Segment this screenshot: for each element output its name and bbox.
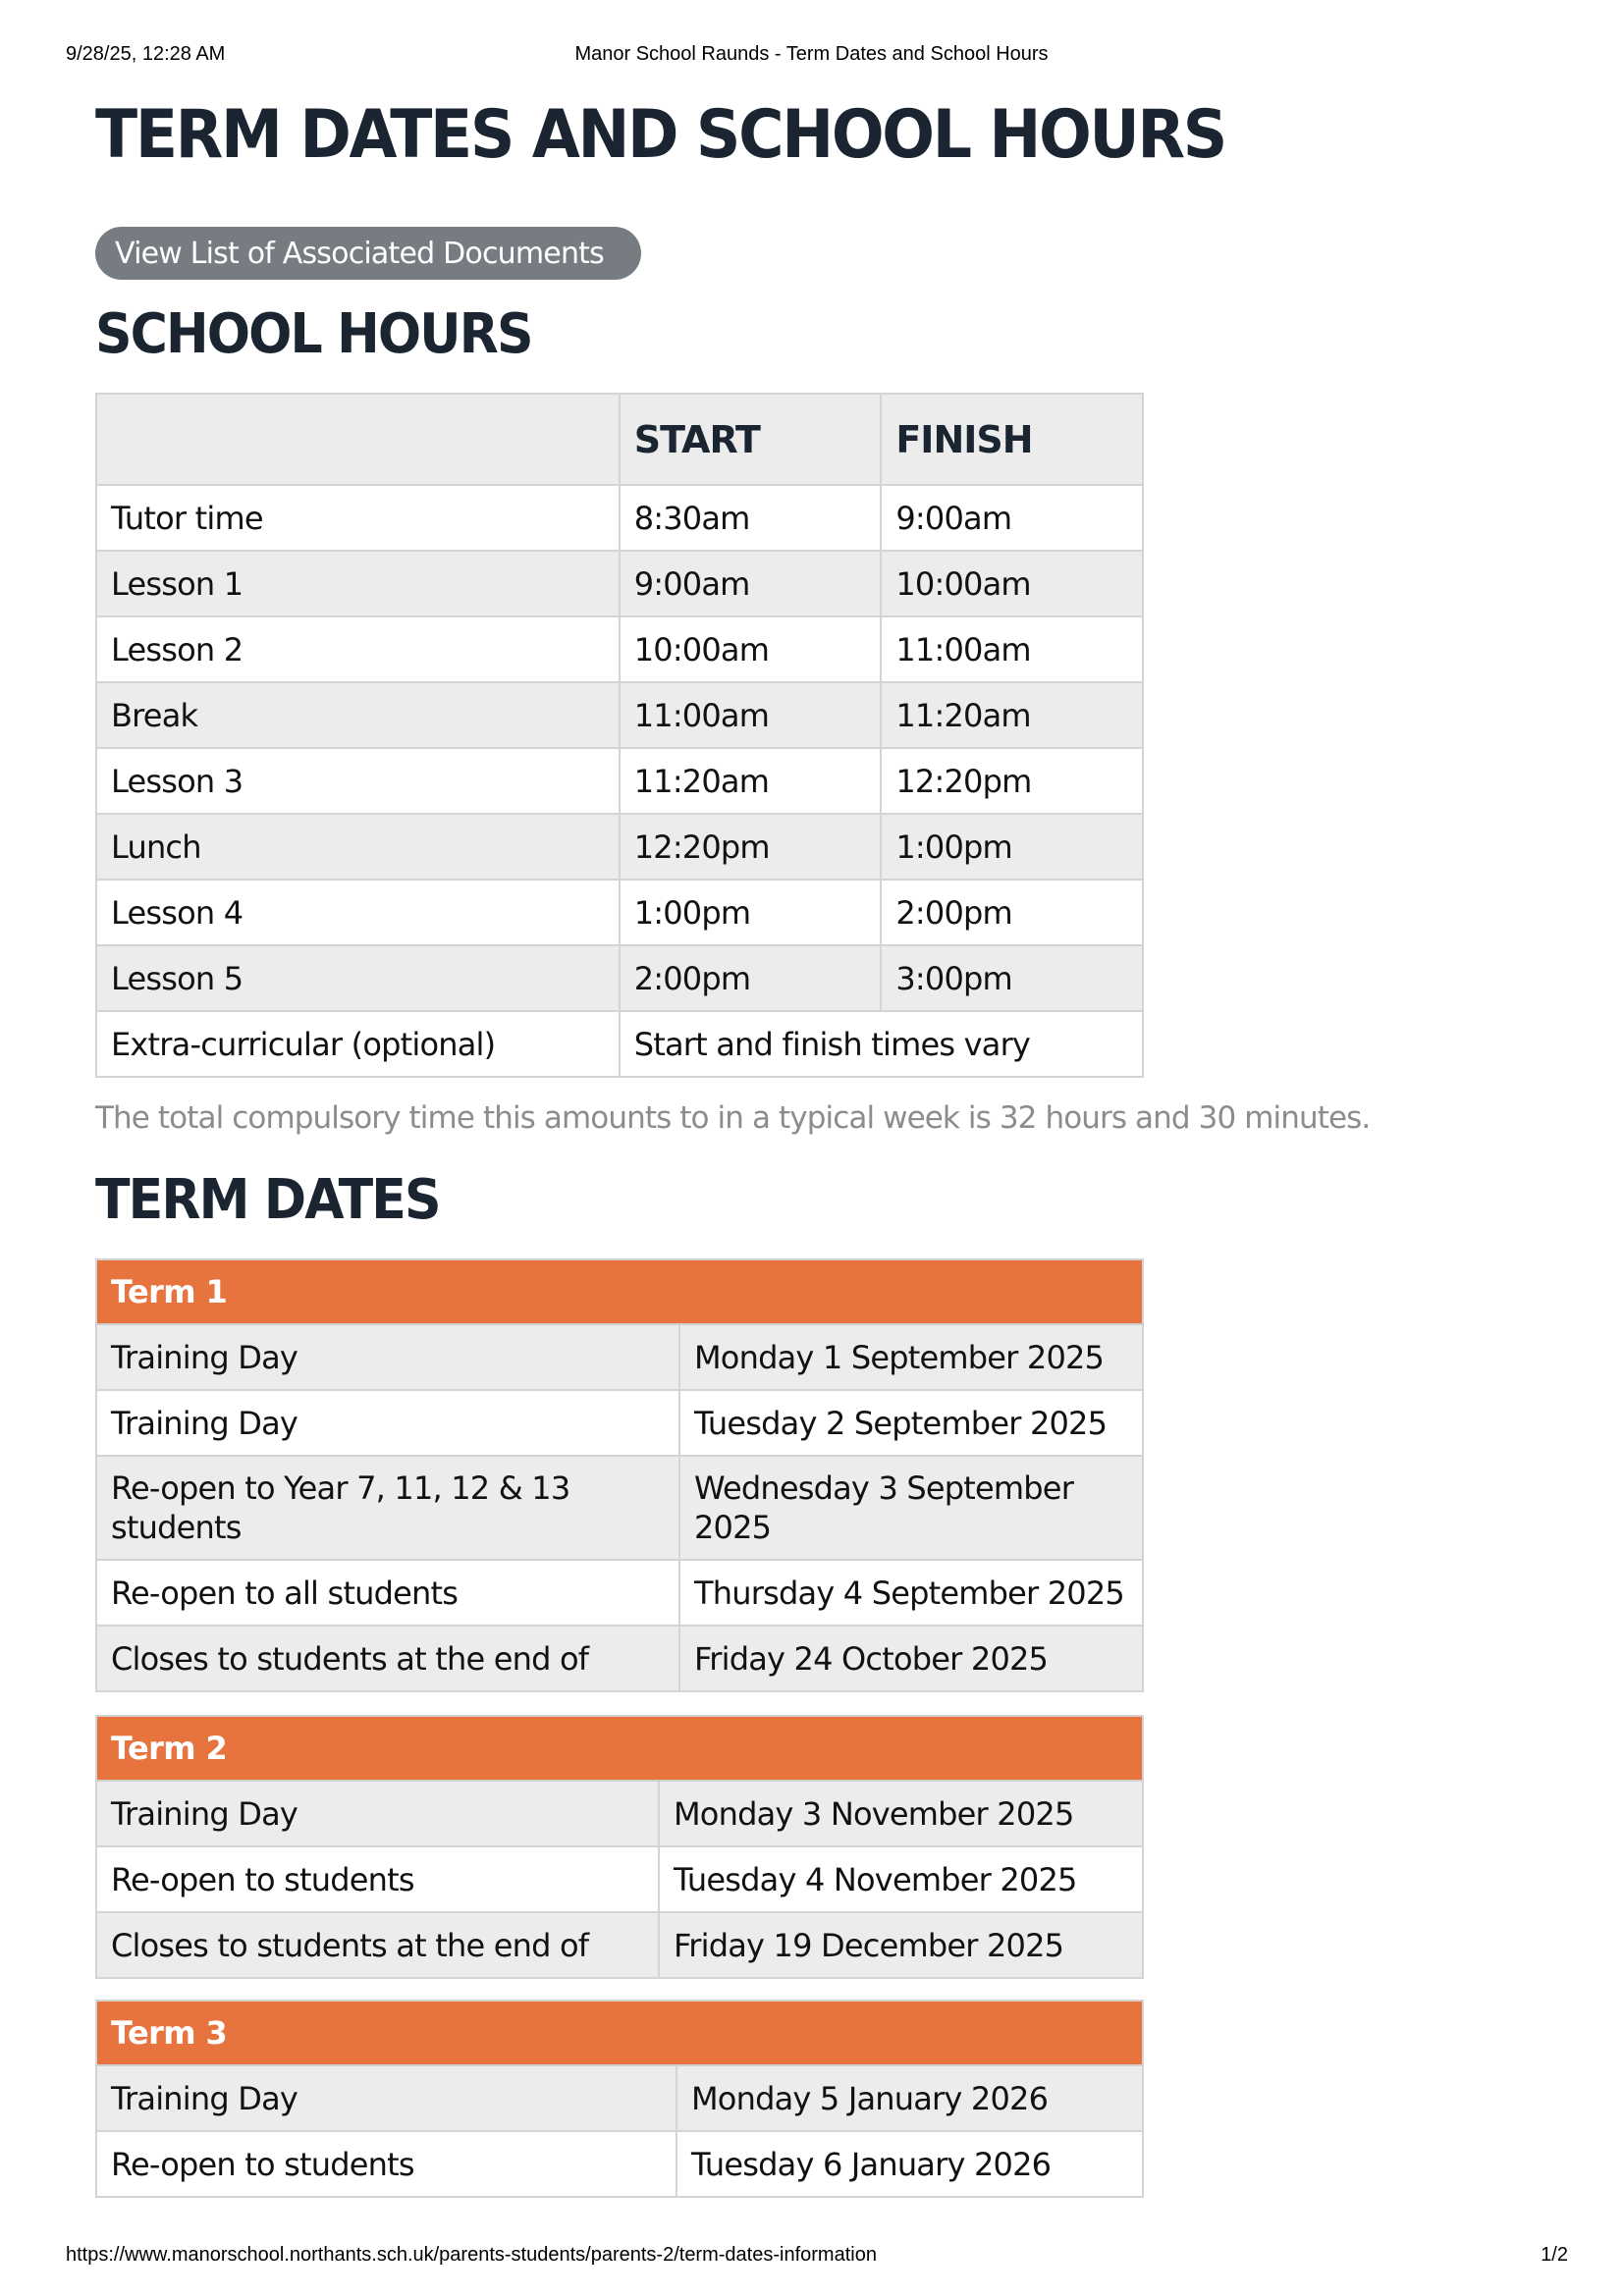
- event-cell: Closes to students at the end of: [96, 1626, 679, 1691]
- term-header: Term 3: [96, 2001, 1143, 2065]
- compulsory-time-note: The total compulsory time this amounts to in a typical week is 32 hours and 30 minutes.: [95, 1100, 1371, 1136]
- finish-cell: 10:00am: [881, 551, 1143, 616]
- date-cell: Tuesday 2 September 2025: [679, 1390, 1143, 1456]
- print-footer: [0, 2244, 1623, 2268]
- start-cell: 1:00pm: [620, 880, 882, 945]
- date-cell: Wednesday 3 September 2025: [679, 1456, 1143, 1560]
- activity-cell: Lunch: [96, 814, 620, 880]
- start-cell: 12:20pm: [620, 814, 882, 880]
- event-cell: Re-open to all students: [96, 1560, 679, 1626]
- date-cell: Friday 24 October 2025: [679, 1626, 1143, 1691]
- print-header: [0, 43, 1623, 67]
- print-datetime: 9/28/25, 12:28 AM: [66, 43, 226, 65]
- term-header: Term 1: [96, 1259, 1143, 1324]
- activity-cell: Lesson 4: [96, 880, 620, 945]
- term-header: Term 2: [96, 1716, 1143, 1781]
- finish-cell: 12:20pm: [881, 748, 1143, 814]
- times-vary-cell: Start and finish times vary: [620, 1011, 1143, 1077]
- activity-cell: Lesson 1: [96, 551, 620, 616]
- date-cell: Monday 3 November 2025: [659, 1781, 1143, 1846]
- table-row: [96, 485, 1143, 551]
- start-cell: 8:30am: [620, 485, 882, 551]
- date-cell: Monday 1 September 2025: [679, 1324, 1143, 1390]
- page-url: https://www.manorschool.northants.sch.uk/parents-students/parents-2/term-dates-information: [66, 2244, 877, 2266]
- start-cell: 10:00am: [620, 616, 882, 682]
- table-row: [96, 2131, 1143, 2197]
- event-cell: Re-open to Year 7, 11, 12 & 13 students: [96, 1456, 679, 1560]
- date-cell: Friday 19 December 2025: [659, 1912, 1143, 1978]
- table-row: [96, 1456, 1143, 1560]
- school-hours-heading: SCHOOL HOURS: [95, 302, 532, 366]
- term-3-table: [95, 2000, 1144, 2198]
- event-cell: Re-open to students: [96, 1846, 659, 1912]
- date-cell: Tuesday 6 January 2026: [676, 2131, 1143, 2197]
- date-cell: Monday 5 January 2026: [676, 2065, 1143, 2131]
- table-row: [96, 814, 1143, 880]
- term-2-table: [95, 1715, 1144, 1979]
- table-row: [96, 616, 1143, 682]
- term-1-table: [95, 1258, 1144, 1692]
- term-dates-heading: TERM DATES: [95, 1168, 440, 1232]
- school-hours-table: [95, 393, 1144, 1078]
- event-cell: Training Day: [96, 1781, 659, 1846]
- activity-cell: Break: [96, 682, 620, 748]
- activity-cell: Lesson 3: [96, 748, 620, 814]
- column-header-finish: FINISH: [881, 394, 1143, 485]
- table-row: [96, 748, 1143, 814]
- table-row: [96, 682, 1143, 748]
- table-header-row: [96, 394, 1143, 485]
- page-title: TERM DATES AND SCHOOL HOURS: [95, 96, 1226, 174]
- finish-cell: 9:00am: [881, 485, 1143, 551]
- table-row: [96, 1560, 1143, 1626]
- finish-cell: 11:20am: [881, 682, 1143, 748]
- activity-cell: Tutor time: [96, 485, 620, 551]
- table-row: [96, 880, 1143, 945]
- table-row-extra-curricular: [96, 1011, 1143, 1077]
- table-row: [96, 1912, 1143, 1978]
- table-row: [96, 945, 1143, 1011]
- finish-cell: 2:00pm: [881, 880, 1143, 945]
- finish-cell: 11:00am: [881, 616, 1143, 682]
- event-cell: Training Day: [96, 2065, 676, 2131]
- column-header-activity: [96, 394, 620, 485]
- page-number: 1/2: [1541, 2244, 1568, 2266]
- table-row: [96, 551, 1143, 616]
- event-cell: Training Day: [96, 1324, 679, 1390]
- table-row: [96, 1626, 1143, 1691]
- table-row: [96, 1781, 1143, 1846]
- date-cell: Thursday 4 September 2025: [679, 1560, 1143, 1626]
- date-cell: Tuesday 4 November 2025: [659, 1846, 1143, 1912]
- column-header-start: START: [620, 394, 882, 485]
- print-page-title: Manor School Raunds - Term Dates and School Hours: [574, 43, 1049, 65]
- activity-cell: Extra-curricular (optional): [96, 1011, 620, 1077]
- activity-cell: Lesson 2: [96, 616, 620, 682]
- event-cell: Closes to students at the end of: [96, 1912, 659, 1978]
- start-cell: 11:20am: [620, 748, 882, 814]
- start-cell: 9:00am: [620, 551, 882, 616]
- activity-cell: Lesson 5: [96, 945, 620, 1011]
- start-cell: 2:00pm: [620, 945, 882, 1011]
- table-row: [96, 1324, 1143, 1390]
- event-cell: Re-open to students: [96, 2131, 676, 2197]
- table-row: [96, 2065, 1143, 2131]
- view-associated-documents-button[interactable]: View List of Associated Documents: [95, 227, 641, 280]
- event-cell: Training Day: [96, 1390, 679, 1456]
- table-row: [96, 1390, 1143, 1456]
- finish-cell: 1:00pm: [881, 814, 1143, 880]
- finish-cell: 3:00pm: [881, 945, 1143, 1011]
- start-cell: 11:00am: [620, 682, 882, 748]
- table-row: [96, 1846, 1143, 1912]
